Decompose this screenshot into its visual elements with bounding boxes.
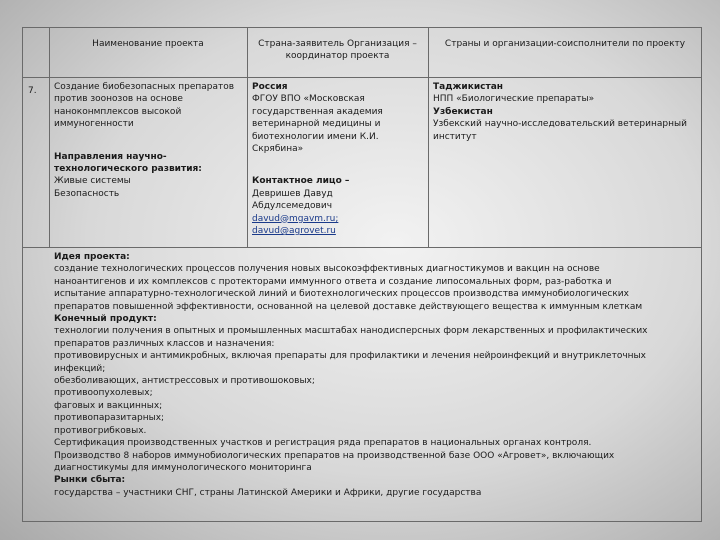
product-line: препаратов различных классов и назначения:: [54, 338, 275, 349]
contact-name: Девришев Давуд Абдулсемедович: [252, 188, 333, 212]
col-divider-2: [247, 27, 248, 248]
market-text: государства – участники СНГ, страны Латинской Америки и Африки, другие государства: [54, 487, 482, 498]
product-line: диагностикумы для иммунологического мониторинга: [54, 462, 312, 473]
header-partners: Страны и организации-соисполнители по проекту: [444, 39, 686, 49]
applicant-cell: [252, 81, 412, 237]
col-divider-1: [49, 27, 50, 248]
product-line: противовирусных и антимикробных, включая препараты для профилактики и лечения нейроинфекций и внутриклеточных: [54, 351, 646, 362]
applicant-org: ФГОУ ВПО «Московская государственная академия ветеринарной медицины и биотехнологии имени К.И. Скрябина»: [252, 94, 383, 155]
product-line: инфекций;: [54, 363, 106, 374]
project-cell: [54, 81, 236, 200]
partners-cell: [433, 81, 695, 143]
product-line: противопаразитарных;: [54, 413, 165, 424]
idea-label: Идея проекта:: [54, 252, 130, 262]
idea-line: препаратов повышенной эффективности, основанной на целевой доставке действующего вещества к иммунным клеткам: [54, 301, 643, 312]
product-line: обезболивающих, антистрессовых и противошоковых;: [54, 376, 315, 387]
header-divider: [22, 77, 702, 78]
product-label: Конечный продукт:: [54, 314, 157, 325]
product-line: противоопухолевых;: [54, 388, 153, 399]
email-link-mgavm[interactable]: davud@mgavm.ru;: [252, 213, 339, 224]
email-link-agrovet[interactable]: davud@agrovet.ru: [252, 226, 336, 237]
direction-label: Направления научно-технологического развития:: [54, 151, 202, 175]
product-line: противогрибковых.: [54, 425, 147, 436]
details-cell: [54, 251, 700, 499]
header-applicant: Страна-заявитель Организация –координатор проекта: [258, 39, 417, 62]
product-line: Производство 8 наборов иммунобиологических препаратов на производственной базе ООО «Агровет», включающих: [54, 450, 615, 461]
idea-line: испытание аппаратурно-технологической линий и биотехнологических процессов производства иммунобиологических: [54, 289, 629, 300]
row-divider: [22, 247, 702, 248]
contact-label: Контактное лицо –: [252, 176, 350, 187]
row-number: 7.: [28, 86, 37, 96]
product-line: технологии получения в опытных и промышленных масштабах нанодисперсных форм лекарственных и профилактических: [54, 326, 648, 337]
header-project-name: Наименование проекта: [92, 39, 204, 49]
project-title: Создание биобезопасных препаратов против зоонозов на основе наноконмплексов высокой иммуногенности: [54, 82, 235, 130]
direction-item: Живые системы: [54, 176, 131, 187]
partner-country: Узбекистан: [433, 106, 493, 117]
idea-line: создание технологических процессов получения новых высокоэффективных диагностикумов и вакцин на основе: [54, 264, 600, 275]
applicant-country: Россия: [252, 82, 288, 92]
idea-line: наноантигенов и их комплексов с протекторами иммунного ответа и создание липосомальных форм, раз-работка и: [54, 276, 612, 287]
product-line: Сертификация производственных участков и регистрация ряда препаратов в национальных органах контроля.: [54, 438, 592, 449]
partner-org: НПП «Биологические препараты»: [433, 94, 595, 105]
direction-item: Безопасность: [54, 188, 120, 199]
product-line: фаговых и вакцинных;: [54, 400, 163, 411]
partner-org: Узбекский научно-исследовательский ветеринарный институт: [433, 119, 687, 142]
col-divider-3: [428, 27, 429, 248]
market-label: Рынки сбыта:: [54, 475, 126, 486]
partner-country: Таджикистан: [433, 82, 504, 92]
